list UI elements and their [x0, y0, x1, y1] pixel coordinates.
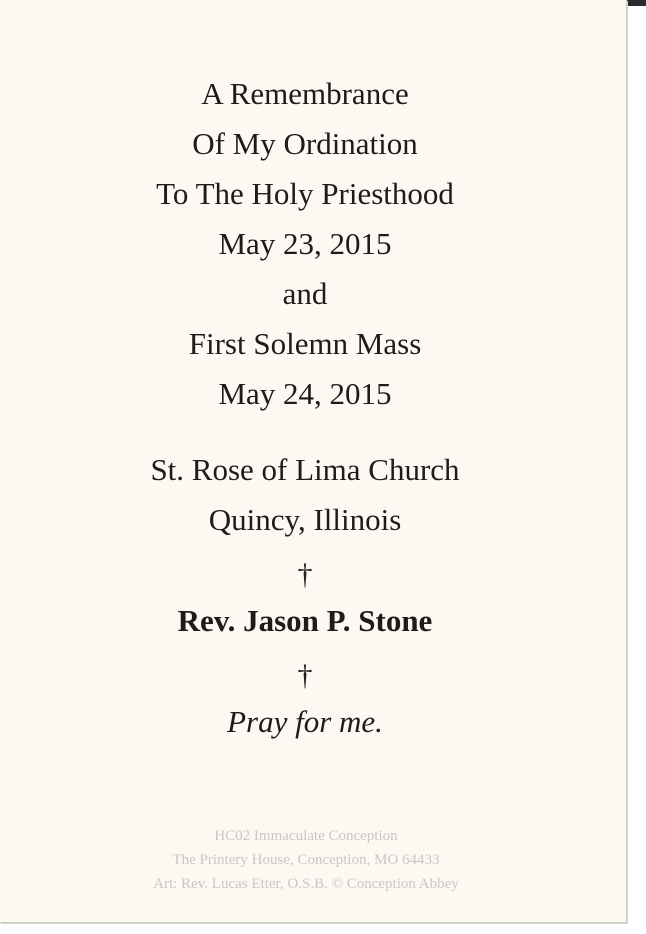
title-line-2: Of My Ordination [192, 126, 418, 161]
title-line-1: A Remembrance [201, 76, 409, 111]
footer-art-credit: Art: Rev. Lucas Etter, O.S.B. © Conception Abbey [153, 876, 459, 892]
prayer-request: Pray for me. [227, 704, 383, 739]
cross-icon: † [297, 659, 313, 692]
title-line-3: To The Holy Priesthood [156, 176, 454, 211]
footer-product-code: HC02 Immaculate Conception [214, 828, 398, 844]
scan-edge [624, 0, 646, 6]
first-mass-date: May 24, 2015 [218, 376, 392, 411]
first-mass-line: First Solemn Mass [188, 326, 422, 361]
cross-icon: † [297, 558, 313, 591]
church-location: Quincy, Illinois [208, 502, 402, 537]
priest-name: Rev. Jason P. Stone [177, 603, 433, 638]
church-name: St. Rose of Lima Church [150, 452, 460, 487]
footer-publisher: The Printery House, Conception, MO 64433 [172, 852, 440, 868]
conjunction: and [282, 276, 328, 311]
ordination-date: May 23, 2015 [218, 226, 392, 261]
